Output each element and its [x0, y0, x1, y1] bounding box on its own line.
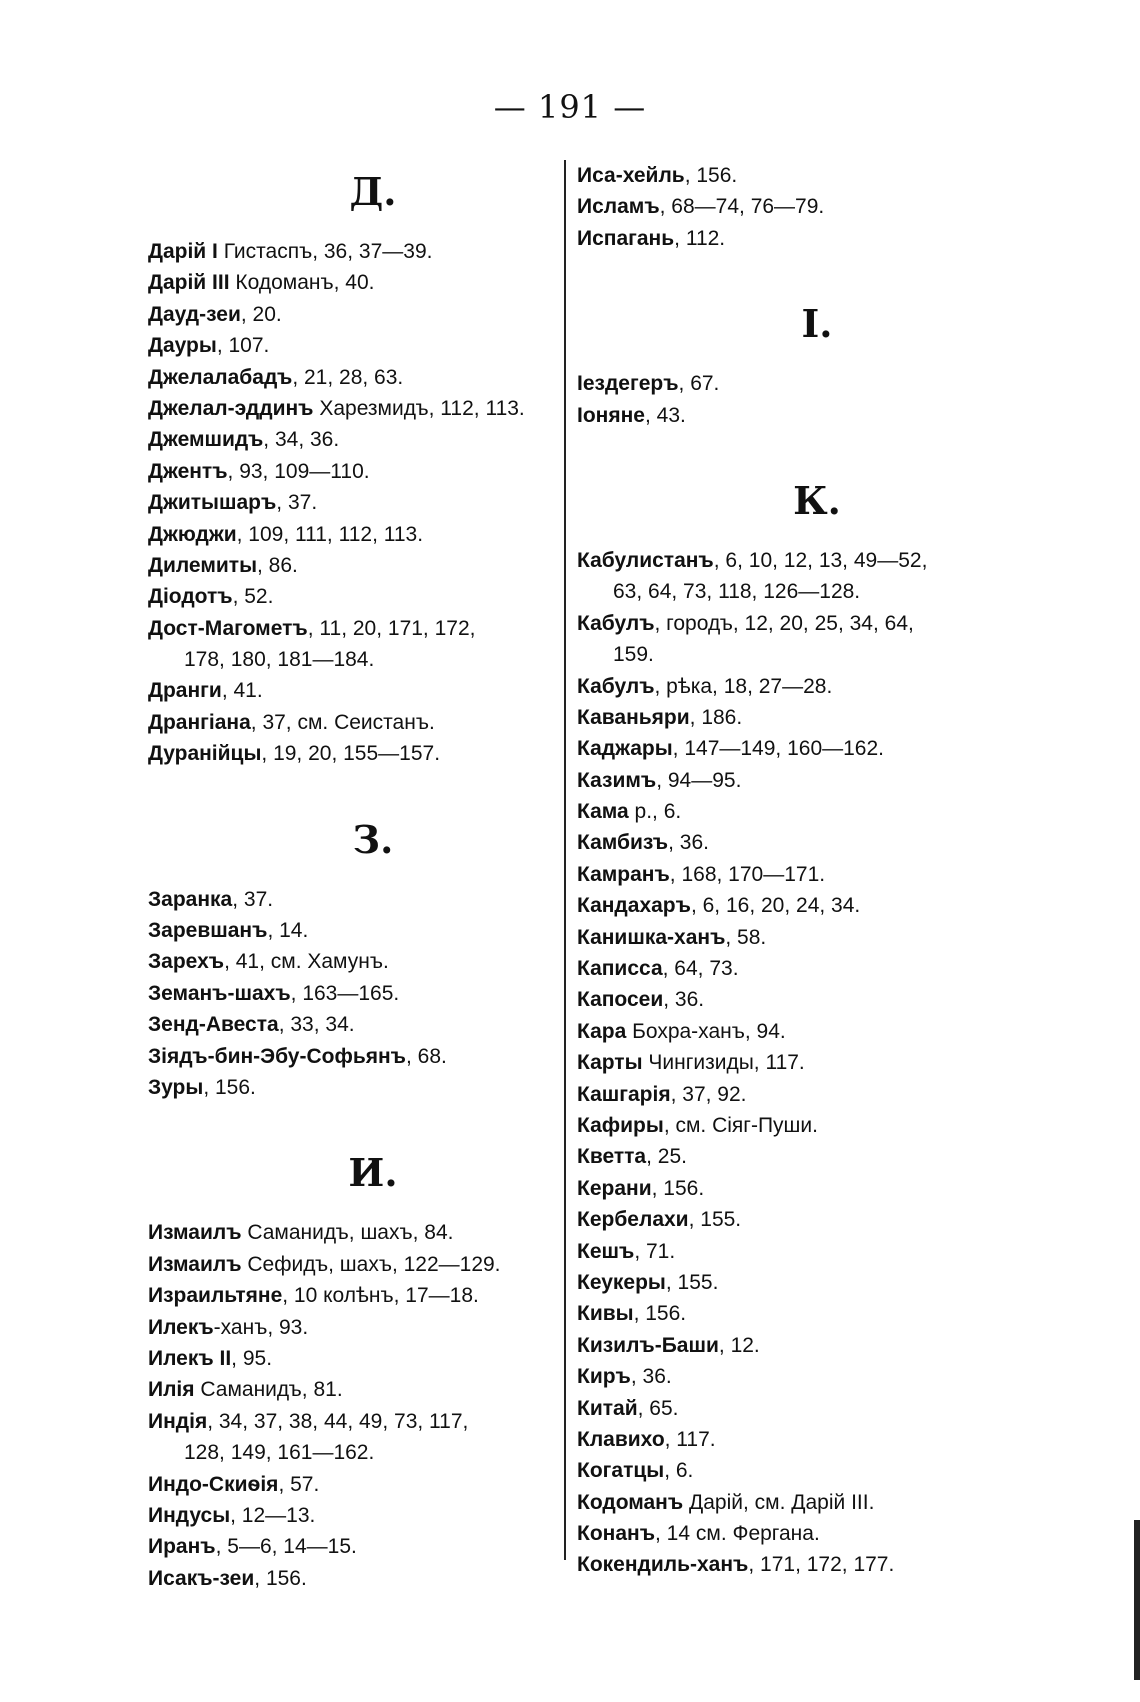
index-entry	[148, 707, 558, 738]
index-entry	[577, 1079, 1017, 1110]
index-entry	[577, 1330, 1017, 1361]
entry-headword: Дарій I	[148, 240, 218, 263]
entry-headword: Зуры	[148, 1075, 204, 1099]
entry-pages: , 37, 92.	[670, 1082, 747, 1106]
entry-pages: , 71.	[634, 1239, 676, 1263]
index-entry	[577, 1393, 1017, 1424]
entry-pages: 159.	[613, 643, 654, 667]
entry-headword: Казимъ	[577, 768, 657, 792]
entry-headword: Кизилъ-Баши	[577, 1333, 719, 1357]
entry-headword: Капосеи	[577, 988, 664, 1012]
entry-pages: 63, 64, 73, 118, 126—128.	[613, 580, 861, 604]
entry-headword: Измаилъ	[148, 1252, 242, 1276]
entry-pages: Сефидъ, шахъ, 122—129.	[241, 1252, 501, 1276]
index-entry	[148, 519, 558, 550]
index-entry	[148, 1531, 558, 1562]
entry-headword: Исламъ	[577, 195, 660, 219]
entry-pages: , 34, 36.	[263, 428, 340, 452]
entry-pages: , рѣка, 18, 27—28.	[654, 674, 833, 698]
entry-headword: Измаилъ	[148, 1221, 242, 1245]
entry-pages: , 5—6, 14—15.	[215, 1535, 357, 1559]
entry-pages: , 86.	[257, 553, 298, 577]
index-entry	[577, 765, 1017, 796]
entry-headword: Іоняне	[577, 403, 645, 427]
index-entry	[148, 330, 558, 361]
entry-pages: , 156.	[651, 1176, 705, 1200]
entry-pages: , 36.	[630, 1365, 672, 1389]
entry-pages: , 156.	[633, 1302, 687, 1326]
index-entry	[577, 160, 1017, 191]
index-entry	[148, 738, 558, 769]
entry-headword: Діодотъ	[148, 585, 233, 609]
entry-pages: , 21, 28, 63.	[292, 365, 404, 389]
section-letter: З.	[352, 816, 394, 862]
entry-pages: , 94—95.	[656, 768, 742, 792]
index-entry	[577, 922, 1017, 953]
index-entry	[577, 702, 1017, 733]
entry-headword: Кама	[577, 800, 629, 824]
index-entry	[148, 299, 558, 330]
entry-pages: , 163—165.	[290, 981, 400, 1005]
section-letter: К.	[793, 477, 841, 523]
entry-pages: , 155.	[665, 1270, 719, 1294]
entry-headword: Карты	[577, 1051, 643, 1075]
index-entry	[577, 890, 1017, 921]
index-entry	[577, 1487, 1017, 1518]
entry-pages: Саманидъ, шахъ, 84.	[241, 1221, 454, 1245]
index-entry	[577, 796, 1017, 827]
entry-pages: , 12.	[718, 1333, 760, 1357]
section-gap	[577, 254, 1017, 292]
entry-pages: , 20.	[240, 302, 282, 326]
entry-headword: Кербелахи	[577, 1208, 689, 1232]
index-entry	[148, 1280, 558, 1311]
index-entry	[577, 1141, 1017, 1172]
entry-pages: , 36.	[668, 831, 709, 855]
index-entry	[148, 236, 558, 267]
entry-pages: , 12—13.	[230, 1503, 316, 1527]
entry-headword: Каписса	[577, 957, 663, 981]
entry-pages: 128, 149, 161—162.	[184, 1441, 375, 1465]
index-entry	[148, 1406, 558, 1437]
page-number: — 191 —	[493, 88, 647, 126]
index-entry	[148, 456, 558, 487]
entry-headword: Каджары	[577, 737, 673, 761]
entry-pages: , 34, 37, 38, 44, 49, 73, 117,	[207, 1409, 469, 1433]
entry-headword: Дуранійцы	[148, 742, 262, 766]
entry-pages: , см. Сіяг-Пуши.	[663, 1113, 818, 1137]
entry-headword: Иса-хейль	[577, 164, 685, 187]
entry-pages: Чингизиды, 117.	[642, 1051, 805, 1075]
entry-pages: , 41, см. Хамунъ.	[224, 950, 389, 974]
section-letter: И.	[348, 1150, 398, 1196]
entry-headword: Исакъ-зеи	[148, 1566, 255, 1590]
index-entry	[577, 984, 1017, 1015]
entry-headword: Дауры	[148, 334, 217, 358]
entry-pages: , 65.	[637, 1396, 679, 1420]
entry-headword: Кодоманъ	[577, 1490, 684, 1514]
entry-headword: Зарехъ	[148, 950, 225, 974]
entry-headword: Джюджи	[148, 522, 237, 546]
entry-headword: Каваньяри	[577, 705, 690, 729]
entry-pages: , 6, 10, 12, 13, 49—52,	[713, 548, 928, 572]
entry-headword: Заревшанъ	[148, 919, 268, 943]
entry-pages: , 19, 20, 155—157.	[261, 742, 441, 766]
entry-pages: , 14.	[267, 919, 309, 943]
entry-pages: , 68—74, 76—79.	[659, 195, 825, 219]
entry-pages: , 43.	[644, 403, 686, 427]
entry-pages: , 41.	[221, 679, 263, 703]
entry-pages: , 37.	[276, 491, 318, 515]
index-entry	[577, 576, 1017, 607]
index-entry	[148, 1437, 558, 1468]
index-entry	[148, 581, 558, 612]
index-entry	[148, 1374, 558, 1405]
entry-pages: , 6.	[664, 1459, 694, 1483]
index-entry	[148, 1500, 558, 1531]
entry-headword: Когатцы	[577, 1459, 665, 1483]
index-entry	[148, 550, 558, 581]
entry-pages: Гистаспъ, 36, 37—39.	[217, 240, 433, 263]
index-entry	[148, 978, 558, 1009]
entry-headword: Кокендиль-ханъ	[577, 1553, 749, 1577]
index-entry	[148, 424, 558, 455]
entry-headword: Камранъ	[577, 862, 670, 886]
entry-pages: Бохра-ханъ, 94.	[626, 1019, 786, 1043]
index-entry	[577, 223, 1017, 254]
entry-headword: Илія	[148, 1378, 195, 1402]
index-entry	[148, 487, 558, 518]
index-entry	[148, 915, 558, 946]
entry-pages: Харезмидъ, 112, 113.	[313, 396, 525, 420]
entry-headword: Индія	[148, 1409, 208, 1433]
entry-pages: р., 6.	[628, 800, 682, 824]
entry-pages: 178, 180, 181—184.	[184, 648, 375, 672]
entry-headword: Дилемиты	[148, 553, 257, 577]
entry-headword: Кивы	[577, 1302, 634, 1326]
entry-pages: , 107.	[216, 334, 270, 358]
entry-pages: , 112.	[674, 226, 726, 250]
entry-pages: , 156.	[254, 1566, 307, 1590]
index-entry	[148, 1469, 558, 1500]
index-entry	[148, 1041, 558, 1072]
index-entry	[577, 1047, 1017, 1078]
entry-headword: Израильтяне	[148, 1284, 283, 1308]
index-entry	[577, 1298, 1017, 1329]
entry-pages: , 37.	[232, 887, 274, 911]
entry-pages: , 93, 109—110.	[227, 459, 370, 483]
index-entry	[577, 1455, 1017, 1486]
right-column	[577, 160, 1017, 1581]
entry-headword: Иранъ	[148, 1535, 216, 1559]
entry-headword: Илекъ II	[148, 1346, 232, 1370]
index-entry	[577, 608, 1017, 639]
index-entry	[148, 1343, 558, 1374]
entry-headword: Керани	[577, 1176, 652, 1200]
entry-headword: Индо-Скиѳія	[148, 1472, 279, 1496]
index-entry	[577, 1173, 1017, 1204]
entry-headword: Китай	[577, 1396, 638, 1420]
index-entry	[148, 946, 558, 977]
entry-headword: Кабулъ	[577, 611, 655, 635]
entry-pages: , 37, см. Сеистанъ.	[250, 710, 435, 734]
index-entry	[577, 1236, 1017, 1267]
entry-headword: Зенд-Авеста	[148, 1013, 279, 1037]
entry-headword: Джентъ	[148, 459, 228, 483]
entry-headword: Зіядъ-бин-Эбу-Софьянъ	[148, 1044, 406, 1068]
entry-headword: Джемшидъ	[148, 428, 264, 452]
entry-pages: , 109, 111, 112, 113.	[236, 522, 424, 546]
section-gap	[577, 431, 1017, 469]
entry-pages: , 67.	[678, 372, 720, 396]
entry-headword: Клавихо	[577, 1427, 665, 1451]
index-entry	[148, 1009, 558, 1040]
entry-headword: Дост-Магометъ	[148, 616, 308, 640]
index-entry	[148, 1217, 558, 1248]
entry-pages: , 57.	[278, 1472, 320, 1496]
entry-headword: Киръ	[577, 1365, 631, 1389]
index-entry	[577, 827, 1017, 858]
entry-headword: Индусы	[148, 1503, 231, 1527]
entry-pages: , 171, 172, 177.	[748, 1553, 895, 1577]
entry-headword: Кашгарія	[577, 1082, 671, 1106]
index-entry	[148, 362, 558, 393]
index-entry	[148, 644, 558, 675]
entry-pages: , 52.	[232, 585, 274, 609]
index-entry	[577, 639, 1017, 670]
entry-headword: Дауд-зеи	[148, 302, 241, 326]
entry-pages: , 36.	[663, 988, 705, 1012]
entry-headword: Іездегеръ	[577, 372, 679, 396]
entry-pages: Кодоманъ, 40.	[229, 271, 375, 295]
entry-pages: , 6, 16, 20, 24, 34.	[690, 894, 861, 918]
entry-headword: Камбизъ	[577, 831, 669, 855]
entry-headword: Джелалабадъ	[148, 365, 293, 389]
entry-pages: , 68.	[406, 1044, 447, 1068]
index-entry	[577, 191, 1017, 222]
entry-headword: Канишка-ханъ	[577, 925, 726, 949]
entry-pages: , городъ, 12, 20, 25, 34, 64,	[654, 611, 914, 635]
entry-headword: Илекъ	[148, 1315, 214, 1339]
section-gap	[148, 1103, 558, 1141]
column-divider	[564, 160, 566, 1560]
index-entry	[577, 368, 1017, 399]
section-gap	[148, 770, 558, 808]
entry-pages: , 25.	[646, 1145, 687, 1169]
entry-headword: Кабулистанъ	[577, 548, 714, 572]
index-entry	[577, 859, 1017, 890]
index-entry	[148, 613, 558, 644]
entry-pages: , 156.	[684, 164, 738, 187]
entry-headword: Дарій III	[148, 271, 230, 295]
index-entry	[577, 1267, 1017, 1298]
index-entry	[148, 1249, 558, 1280]
entry-headword: Кафиры	[577, 1113, 664, 1137]
index-entry	[148, 675, 558, 706]
index-entry	[148, 1072, 558, 1103]
entry-pages: , 10 колѣнъ, 17—18.	[282, 1284, 479, 1308]
entry-pages: , 147—149, 160—162.	[672, 737, 884, 761]
index-entry	[577, 1549, 1017, 1580]
entry-pages: , 168, 170—171.	[669, 862, 826, 886]
entry-headword: Дрангіана	[148, 710, 251, 734]
index-entry	[577, 1424, 1017, 1455]
entry-pages: , 14 см. Фергана.	[655, 1522, 820, 1546]
entry-headword: Кешъ	[577, 1239, 635, 1263]
entry-pages: , 156.	[203, 1075, 256, 1099]
index-entry	[577, 671, 1017, 702]
index-entry	[148, 267, 558, 298]
index-entry	[148, 1312, 558, 1343]
index-entry	[577, 733, 1017, 764]
entry-headword: Кеукеры	[577, 1270, 666, 1294]
entry-headword: Земанъ-шахъ	[148, 981, 291, 1005]
index-entry	[577, 1016, 1017, 1047]
entry-pages: , 186.	[689, 705, 743, 729]
section-letter: I.	[801, 301, 833, 347]
entry-pages: , 155.	[688, 1208, 742, 1232]
entry-headword: Джитышаръ	[148, 491, 277, 515]
entry-pages: Саманидъ, 81.	[194, 1378, 343, 1402]
entry-pages: , 117.	[664, 1427, 716, 1451]
entry-pages: , 64, 73.	[662, 957, 739, 981]
left-column	[148, 160, 558, 1594]
entry-headword: Заранка	[148, 887, 233, 911]
index-entry	[577, 1204, 1017, 1235]
index-entry	[577, 953, 1017, 984]
entry-headword: Дранги	[148, 679, 222, 703]
page-edge-mark	[1134, 1520, 1140, 1680]
section-letter: Д.	[349, 169, 397, 214]
entry-headword: Кандахаръ	[577, 894, 691, 918]
index-entry	[577, 1361, 1017, 1392]
index-entry	[577, 1110, 1017, 1141]
entry-headword: Джелал-эддинъ	[148, 396, 314, 420]
entry-headword: Кветта	[577, 1145, 647, 1169]
entry-pages: Дарій, см. Дарій III.	[683, 1490, 875, 1514]
entry-headword: Кара	[577, 1019, 627, 1043]
index-entry	[148, 884, 558, 915]
index-entry	[577, 545, 1017, 576]
index-entry	[148, 393, 558, 424]
entry-pages: , 11, 20, 171, 172,	[307, 616, 476, 640]
entry-pages: -ханъ, 93.	[213, 1315, 309, 1339]
entry-headword: Испагань	[577, 226, 675, 250]
entry-headword: Кабулъ	[577, 674, 655, 698]
entry-pages: , 58.	[725, 925, 767, 949]
entry-pages: , 95.	[231, 1346, 273, 1370]
index-entry	[577, 1518, 1017, 1549]
entry-headword: Конанъ	[577, 1522, 656, 1546]
index-entry	[577, 400, 1017, 431]
entry-pages: , 33, 34.	[278, 1013, 355, 1037]
index-entry	[148, 1563, 558, 1594]
